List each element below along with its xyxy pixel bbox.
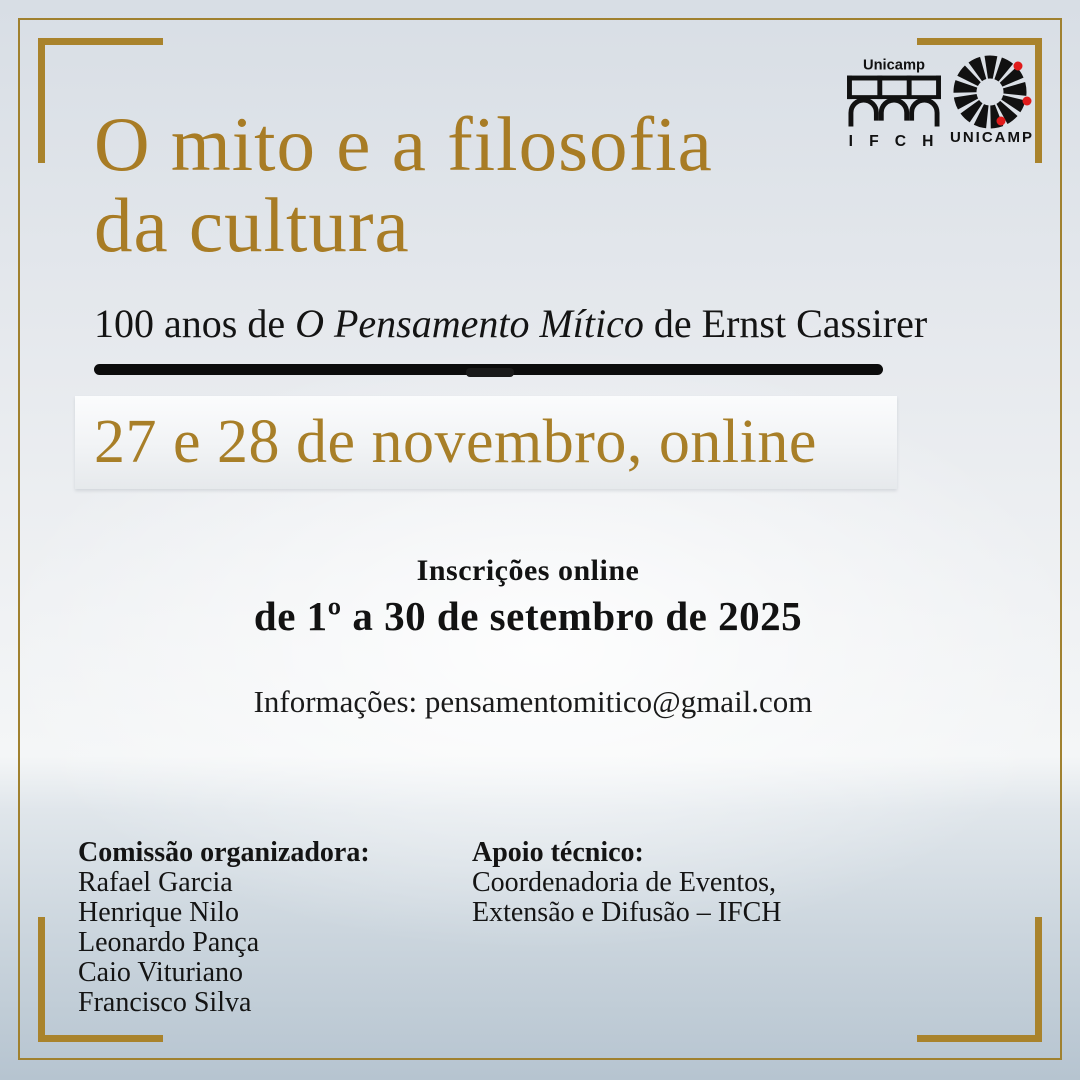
ifch-logo-unicamp-text: Unicamp <box>863 57 925 74</box>
date-banner <box>75 396 897 489</box>
registration-block <box>0 554 1056 640</box>
unicamp-ring-icon <box>960 62 1032 126</box>
subtitle-book-title: O Pensamento Mítico <box>295 301 644 346</box>
subtitle-suffix: de Ernst Cassirer <box>643 301 928 346</box>
subtitle-underline-rule <box>94 364 883 375</box>
unicamp-red-dot-3 <box>997 117 1006 126</box>
committee-heading: Comissão organizadora: <box>78 837 370 868</box>
committee-member: Leonardo Pança <box>78 927 260 958</box>
poster-title <box>94 101 854 268</box>
technical-support-block <box>472 838 892 928</box>
poster-subtitle <box>94 300 1034 347</box>
title-line-1: O mito e a filosofia <box>94 101 713 187</box>
unicamp-logo <box>946 52 1042 148</box>
ifch-bridge-arches <box>851 100 937 126</box>
subtitle-prefix: 100 anos de <box>94 301 296 346</box>
event-date-text: 27 e 28 de novembro, online <box>94 408 817 476</box>
committee-member: Caio Vituriano <box>78 957 244 988</box>
registration-heading: Inscrições online <box>416 554 640 587</box>
unicamp-red-dot-2 <box>1023 97 1032 106</box>
ifch-logo <box>845 56 943 148</box>
unicamp-logo-label: UNICAMP <box>950 129 1034 146</box>
title-line-2: da cultura <box>94 181 410 268</box>
ifch-bridge-icon <box>847 76 941 99</box>
registration-period: de 1º a 30 de setembro de 2025 <box>253 593 803 639</box>
committee-member: Francisco Silva <box>78 987 252 1018</box>
rule-notch <box>466 368 514 377</box>
committee-member: Henrique Nilo <box>78 897 239 928</box>
organizing-committee-list <box>78 838 458 1018</box>
committee-member: Rafael Garcia <box>78 867 233 898</box>
corner-bracket-bottom-right <box>917 917 1042 1042</box>
ifch-logo-letters: I F C H <box>848 133 940 148</box>
unicamp-red-dot-1 <box>1014 62 1023 71</box>
support-line: Coordenadoria de Eventos, <box>472 867 777 898</box>
support-heading: Apoio técnico: <box>472 837 644 868</box>
support-line: Extensão e Difusão – IFCH <box>472 897 782 928</box>
contact-info-line: Informações: pensamentomitico@gmail.com <box>253 684 813 719</box>
